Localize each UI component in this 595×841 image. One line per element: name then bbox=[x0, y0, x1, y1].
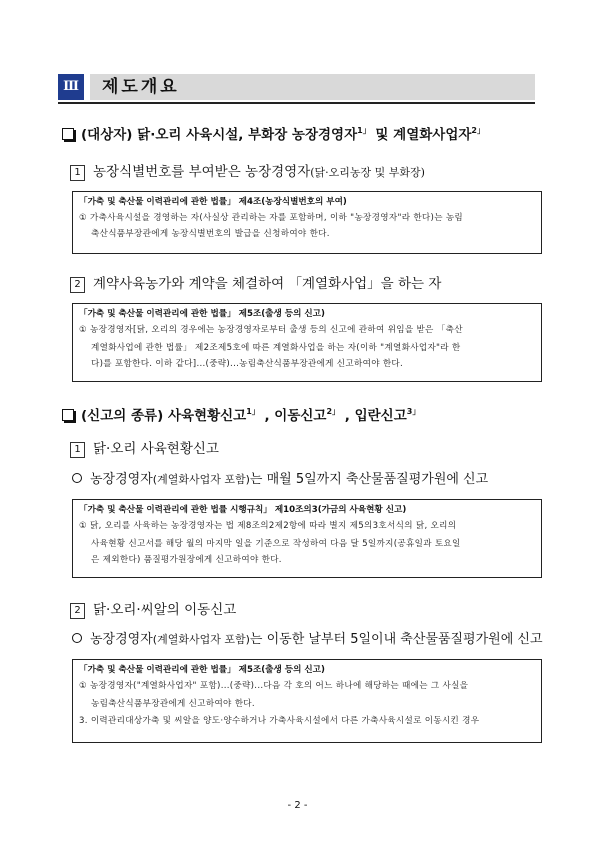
footnote-ref: 1」 bbox=[246, 407, 260, 416]
bullet-text: (대상자) 닭·오리 사육시설, 부화장 농장경영자 bbox=[81, 127, 358, 143]
bullet-text: 및 계열화사업자 bbox=[370, 127, 472, 143]
numbered-item bbox=[70, 598, 236, 619]
law-line: 사육현황 신고서를 해당 월의 마지막 일을 기준으로 작성하여 다음 달 5일까지(공휴일과 토요일 bbox=[91, 539, 461, 549]
item-number-box: 1 bbox=[70, 442, 85, 458]
law-excerpt-box bbox=[72, 659, 542, 743]
circle-item bbox=[72, 628, 543, 647]
circle-bullet-icon bbox=[72, 473, 82, 483]
law-line: 은 제외한다) 품질평가원장에게 신고하여야 한다. bbox=[91, 555, 282, 565]
law-header: 「가축 및 축산물 이력관리에 관한 법률」 제5조(출생 등의 신고) bbox=[79, 309, 325, 319]
square-bullet-icon bbox=[62, 128, 74, 140]
item-number-box: 2 bbox=[70, 277, 85, 293]
section-title: 제도개요 bbox=[90, 74, 535, 100]
circle-item bbox=[72, 468, 488, 487]
item-text: 닭·오리 사육현황신고 bbox=[93, 441, 219, 457]
item-number-box: 1 bbox=[70, 165, 85, 181]
law-line: ① 농장경영자("계열화사업자" 포함)...(중략)...다음 각 호의 어느 하나에 해당하는 때에는 그 사실을 bbox=[79, 681, 469, 691]
circle-item-note: (계열화사업자 포함) bbox=[152, 473, 250, 486]
circle-item-text: 농장경영자 bbox=[90, 632, 153, 647]
section-divider bbox=[58, 102, 535, 104]
item-text: 닭·오리·씨알의 이동신고 bbox=[93, 602, 237, 618]
footnote-ref: 3」 bbox=[406, 407, 421, 416]
law-line: ① 농장경영자[닭, 오리의 경우에는 농장경영자로부터 출생 등의 신고에 관하여 위임을 받은 「축산 bbox=[79, 325, 463, 335]
law-header: 「가축 및 축산물 이력관리에 관한 법률」 제4조(농장식별번호의 부여) bbox=[79, 197, 347, 207]
bullet-text: , 이동신고 bbox=[259, 408, 327, 424]
law-header: 「가축 및 축산물 이력관리에 관한 법률」 제5조(출생 등의 신고) bbox=[79, 665, 325, 675]
law-excerpt-box bbox=[72, 303, 542, 382]
numbered-item bbox=[70, 272, 441, 293]
law-line: 농림축산식품부장관에게 신고하여야 한다. bbox=[91, 699, 255, 709]
item-text: 농장식별번호를 부여받은 농장경영자 bbox=[93, 164, 311, 180]
law-line: ① 닭, 오리를 사육하는 농장경영자는 법 제8조의2제2항에 따라 별지 제5의3호서식의 닭, 오리의 bbox=[79, 521, 457, 531]
footnote-ref: 2」 bbox=[326, 407, 341, 416]
law-excerpt-box bbox=[72, 499, 542, 578]
item-note: (닭·오리농장 및 부화장) bbox=[310, 166, 425, 179]
circle-item-text: 농장경영자 bbox=[90, 472, 153, 487]
law-header: 「가축 및 축산물 이력관리에 관한 법률 시행규칙」 제10조의3(가금의 사육현황 신고) bbox=[79, 505, 407, 515]
numbered-item bbox=[70, 160, 425, 181]
square-bullet-icon bbox=[62, 409, 74, 421]
circle-item-text: 는 이동한 날부터 5일이내 축산물품질평가원에 신고 bbox=[249, 632, 543, 647]
bullet-text: , 입란신고 bbox=[340, 408, 407, 424]
circle-item-text: 는 매월 5일까지 축산물품질평가원에 신고 bbox=[249, 472, 489, 487]
bullet-types bbox=[62, 404, 420, 424]
item-number-box: 2 bbox=[70, 603, 85, 619]
law-line: 3. 이력관리대상가축 및 씨알을 양도·양수하거나 가축사육시설에서 다른 가축사육시설로 이동시킨 경우 bbox=[79, 716, 480, 726]
law-line: 계열화사업에 관한 법률」 제2조제5호에 따른 계열화사업을 하는 자(이하 "계열화사업자"라 한 bbox=[91, 343, 461, 353]
footnote-ref: 1」 bbox=[357, 126, 371, 135]
page-number: - 2 - bbox=[287, 800, 308, 811]
circle-bullet-icon bbox=[72, 633, 82, 643]
law-line: 다)를 포함한다. 이하 같다]...(중략)...농림축산식품부장관에게 신고하여야 한다. bbox=[91, 359, 404, 369]
circle-item-note: (계열화사업자 포함) bbox=[152, 633, 250, 646]
numbered-item bbox=[70, 437, 219, 458]
law-line: 축산식품부장관에게 농장식별번호의 발급을 신청하여야 한다. bbox=[91, 229, 330, 239]
law-line: ① 가축사육시설을 경영하는 자(사실상 관리하는 자를 포함하며, 이하 "농장경영자"라 한다)는 농림 bbox=[79, 213, 464, 223]
bullet-target bbox=[62, 123, 485, 143]
item-text: 계약사육농가와 계약을 체결하여 「계열화사업」을 하는 자 bbox=[93, 276, 442, 292]
section-number: Ⅲ bbox=[58, 74, 84, 100]
law-excerpt-box bbox=[72, 191, 542, 254]
bullet-text: (신고의 종류) 사육현황신고 bbox=[81, 408, 247, 424]
footnote-ref: 2」 bbox=[471, 126, 485, 135]
